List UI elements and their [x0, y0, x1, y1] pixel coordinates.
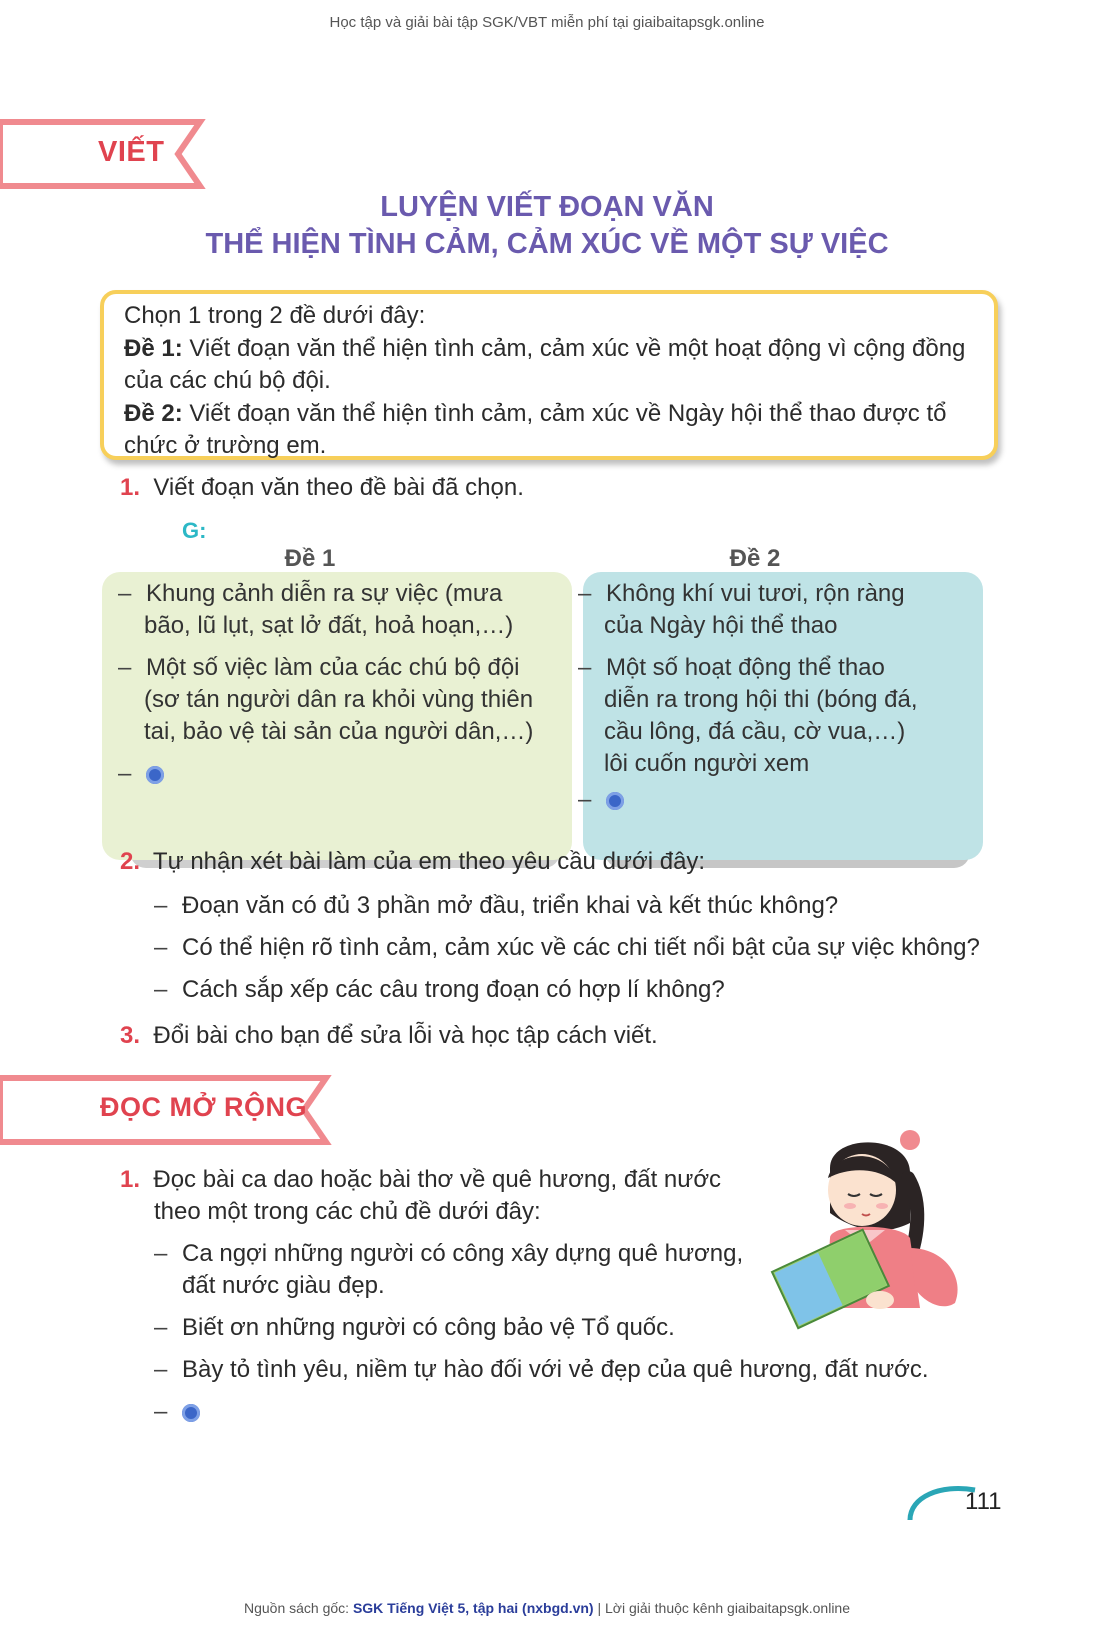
read1-item: – Bày tỏ tình yêu, niềm tự hào đối với vẻ đẹp của quê hương, đất nước. — [154, 1356, 929, 1383]
hint-label: G: — [182, 518, 207, 543]
lesson-title-line2: THỂ HIỆN TÌNH CẢM, CẢM XÚC VỀ MỘT SỰ VIỆC — [205, 228, 889, 260]
card1-item1-line1: Khung cảnh diễn ra sự việc (mưa — [146, 580, 503, 607]
card2-item2-line2: diễn ra trong hội thi (bóng đá, — [604, 686, 918, 713]
card1-item1-line2: bão, lũ lụt, sạt lở đất, hoả hoạn,…) — [144, 612, 514, 639]
step1-text: Viết đoạn văn theo đề bài đã chọn. — [153, 474, 524, 501]
footer-note: Nguồn sách gốc: SGK Tiếng Việt 5, tập hai (nxbgd.vn) | Lời giải thuộc kênh giaibaitapsgk.online — [243, 1600, 851, 1616]
flower-icon — [182, 1404, 200, 1422]
card1-content: – Khung cảnh diễn ra sự việc (mưa bão, lũ lụt, sạt lở đất, hoả hoạn,…) – Một số việc làm của các chú bộ đội (sơ tán người dân ra khỏi vùng thiên tai, bảo vệ tài sản của người dân,…) – — [118, 578, 558, 790]
step3-text: Đổi bài cho bạn để sửa lỗi và học tập cách viết. — [153, 1022, 658, 1049]
read1-text-line2: theo một trong các chủ đề dưới đây: — [154, 1198, 541, 1225]
card2-item2-line3: cầu lông, đá cầu, cờ vua,…) — [604, 718, 906, 745]
read1-item-cont: đất nước giàu đẹp. — [182, 1272, 385, 1299]
header-note: Học tập và giải bài tập SGK/VBT miễn phí tại giaibaitapsgk.online — [329, 14, 765, 31]
read1-num: 1. — [120, 1166, 141, 1193]
read1-item: – Biết ơn những người có công bảo vệ Tổ quốc. — [154, 1314, 675, 1341]
card2-item2-line4: lôi cuốn người xem — [604, 750, 810, 777]
flower-icon — [606, 792, 624, 810]
section-title-viet: VIẾT — [98, 136, 165, 168]
task-intro: Chọn 1 trong 2 đề dưới đây: — [124, 302, 426, 329]
card1-item2-line3: tai, bảo vệ tài sản của người dân,…) — [144, 718, 534, 745]
card1-item2-line2: (sơ tán người dân ra khỏi vùng thiên — [144, 686, 534, 713]
step1-num: 1. — [120, 474, 141, 501]
task-box — [100, 290, 998, 460]
step2-text: Tự nhận xét bài làm của em theo yêu cầu dưới đây: — [152, 848, 706, 875]
girl-reading-illustration — [770, 1128, 980, 1338]
read1-item-blank: – — [154, 1396, 200, 1428]
card2-item1-line1: Không khí vui tươi, rộn ràng — [606, 580, 905, 607]
step3 — [120, 1020, 658, 1052]
read1 — [120, 1164, 721, 1196]
de2-label: Đề 2: — [124, 399, 183, 427]
card2-item2-line1: Một số hoạt động thể thao — [606, 654, 885, 681]
step1 — [120, 472, 524, 504]
step2-item: – Đoạn văn có đủ 3 phần mở đầu, triển khai và kết thúc không? — [154, 892, 839, 919]
read1-item: – Ca ngợi những người có công xây dựng quê hương, — [154, 1240, 744, 1267]
step2-num: 2. — [120, 848, 141, 875]
task-de1 — [124, 333, 974, 398]
flower-icon — [146, 766, 164, 784]
section-title-doc-mo-rong: ĐỌC MỞ RỘNG — [100, 1092, 308, 1122]
card2-heading: Đề 2 — [729, 545, 781, 572]
step2 — [120, 846, 705, 878]
card1-item2-line1: Một số việc làm của các chú bộ đội — [146, 654, 520, 681]
step3-num: 3. — [120, 1022, 141, 1049]
step2-item: – Cách sắp xếp các câu trong đoạn có hợp lí không? — [154, 976, 725, 1003]
lesson-title-line1: LUYỆN VIẾT ĐOẠN VĂN — [380, 191, 714, 223]
card2-content: – Không khí vui tươi, rộn ràng của Ngày hội thể thao – Một số hoạt động thể thao diễn ra trong hội thi (bóng đá, cầu lông, đá cầu, cờ vua,…) lôi cuốn người xem – — [578, 578, 968, 816]
de1-text: Viết đoạn văn thể hiện tình cảm, cảm xúc về một hoạt động vì cộng đồng của các chú bộ đội. — [124, 334, 966, 394]
de2-text: Viết đoạn văn thể hiện tình cảm, cảm xúc về Ngày hội thể thao được tổ chức ở trường em. — [124, 399, 947, 459]
card1-heading: Đề 1 — [284, 545, 336, 572]
step2-item: – Có thể hiện rõ tình cảm, cảm xúc về các chi tiết nổi bật của sự việc không? — [154, 934, 980, 961]
de1-label: Đề 1: — [124, 334, 183, 362]
card2-item1-line2: của Ngày hội thể thao — [604, 612, 838, 639]
task-de2 — [124, 398, 974, 463]
read1-text-line1: Đọc bài ca dao hoặc bài thơ về quê hương, đất nước — [153, 1166, 722, 1193]
footer-source-link[interactable]: SGK Tiếng Việt 5, tập hai (nxbgd.vn) — [352, 1600, 594, 1616]
page-number: 111 — [965, 1488, 1002, 1515]
